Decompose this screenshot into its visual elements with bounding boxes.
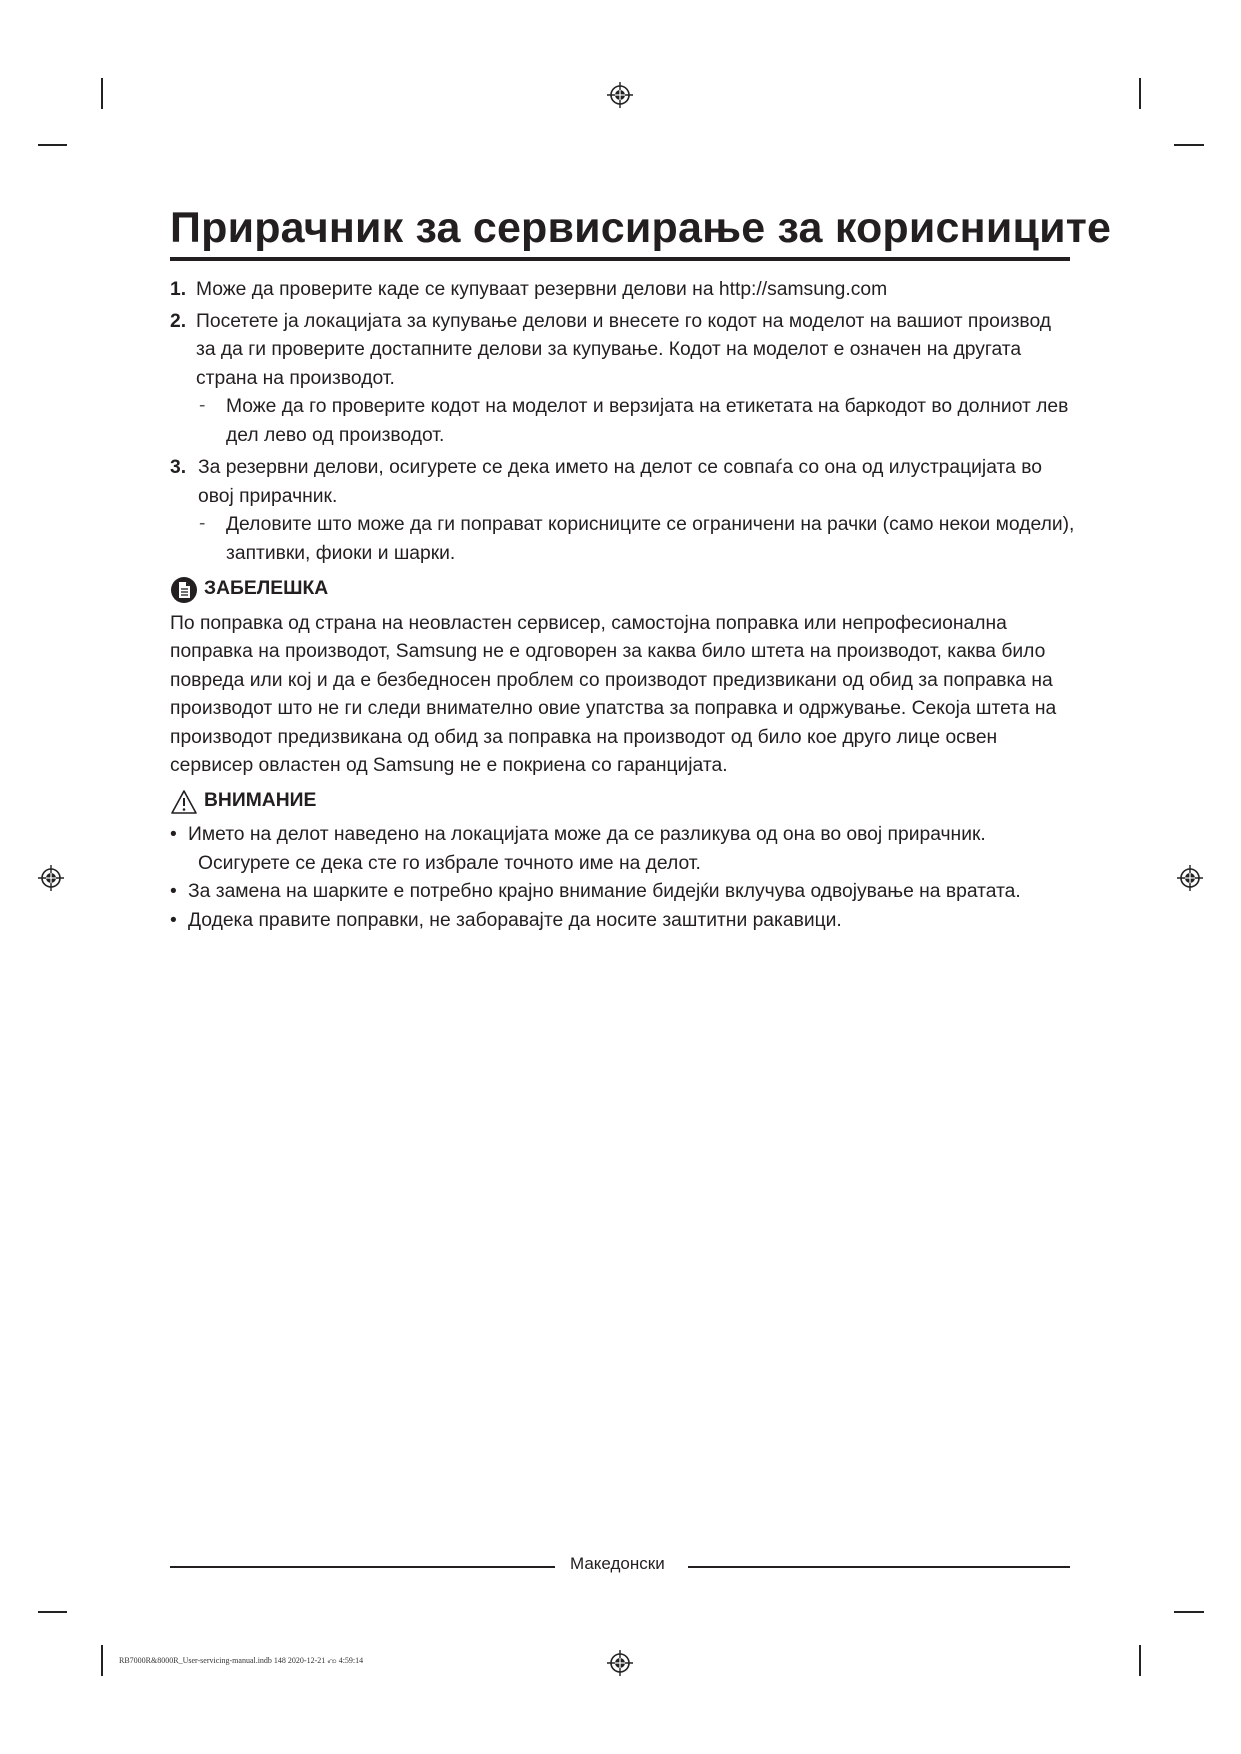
- step-number: 1.: [170, 279, 187, 300]
- crop-mark: [101, 1645, 103, 1676]
- caution-item: [170, 878, 1075, 907]
- step-text: За резервни делови, осигурете се дека името на делот се совпаѓа со она од илустрацијата во овој прирачник.: [198, 457, 1042, 507]
- caution-item: [170, 907, 1075, 936]
- bullet-marker: •: [170, 824, 177, 845]
- crop-mark: [1139, 78, 1141, 109]
- footer-rule-left: [170, 1566, 555, 1568]
- sub-item-text: Може да го проверите кодот на моделот и верзијата на етикетата на баркодот во долниот лев дел лево од производот.: [226, 396, 1069, 446]
- warning-triangle-icon: [170, 788, 198, 816]
- dash-marker: -: [199, 395, 206, 416]
- dash-marker: -: [199, 513, 206, 534]
- bullet-marker: •: [170, 881, 177, 902]
- crop-mark: [1174, 1611, 1204, 1613]
- step-sub-item: [170, 511, 1075, 568]
- sub-item-text: Деловите што може да ги поправат корисниците се ограничени на рачки (само некои модели), заптивки, фиоки и шарки.: [226, 514, 1075, 564]
- step-sub-item: [170, 393, 1075, 450]
- step-number: 2.: [170, 310, 187, 332]
- caution-item-text-cont: Осигурете се дека сте го избрале точното име на делот.: [198, 852, 701, 874]
- note-text: По поправка од страна на неовластен сервисер, самостојна поправка или непрофесионална поправка на производот, Samsung не е одговорен за каква било штета на производот, каква било повреда или кој и да е безбедносен проблем со производот предизвикани од обид за поправка на производот што не ги следи внимателно овие упатства за поправка и одржување. Секоја штета на производот предизвикана од обид за поправка на производот од било кое друго лице освен сервисер овластен од Samsung не е покриена со гаранцијата.: [170, 612, 1057, 776]
- registration-mark-icon: [607, 82, 633, 108]
- title-rule: [170, 257, 1070, 261]
- registration-mark-icon: [607, 1650, 633, 1676]
- bullet-marker: •: [170, 909, 177, 931]
- note-heading-label: ЗАБЕЛЕШКА: [204, 578, 329, 599]
- step-number: 3.: [170, 457, 187, 478]
- step-2: [170, 308, 1075, 451]
- page-title: Прирачник за сервисирање за корисниците: [170, 204, 1112, 252]
- registration-mark-icon: [38, 865, 64, 891]
- main-content: [170, 276, 1075, 935]
- crop-mark: [1139, 1645, 1141, 1676]
- registration-mark-icon: [1177, 865, 1203, 891]
- caution-heading-label: ВНИМАНИЕ: [204, 789, 317, 811]
- crop-mark: [1174, 144, 1204, 146]
- step-3: [170, 454, 1075, 568]
- step-text: Посетете ја локацијата за купување делови и внесете го кодот на моделот на вашиот производ за да ги проверите достапните делови за купување. Кодот на моделот е означен на другата страна на производот.: [196, 310, 1051, 389]
- print-info: RB7000R&8000R_User-servicing-manual.indb 148 2020-12-21 ꩲ 4:59:14: [119, 1656, 364, 1665]
- step-1: [170, 276, 1075, 305]
- caution-item: [170, 821, 1075, 878]
- crop-mark: [38, 144, 67, 146]
- note-icon: [170, 576, 198, 604]
- caution-item-text: Додека правите поправки, не заборавајте да носите заштитни ракавици.: [188, 909, 842, 931]
- caution-item-text: За замена на шарките е потребно крајно внимание бидејќи вклучува одвојување на вратата.: [188, 881, 1021, 902]
- footer-language: Македонски: [570, 1554, 665, 1573]
- crop-mark: [101, 78, 103, 109]
- caution-heading: [170, 787, 1075, 816]
- caution-item-text: Името на делот наведено на локацијата може да се разликува од она во овој прирачник.: [188, 824, 986, 845]
- footer-rule-right: [688, 1566, 1070, 1568]
- note-heading: [170, 575, 1075, 604]
- step-text: Може да проверите каде се купуваат резервни делови на http://samsung.com: [196, 279, 888, 300]
- crop-mark: [38, 1611, 67, 1613]
